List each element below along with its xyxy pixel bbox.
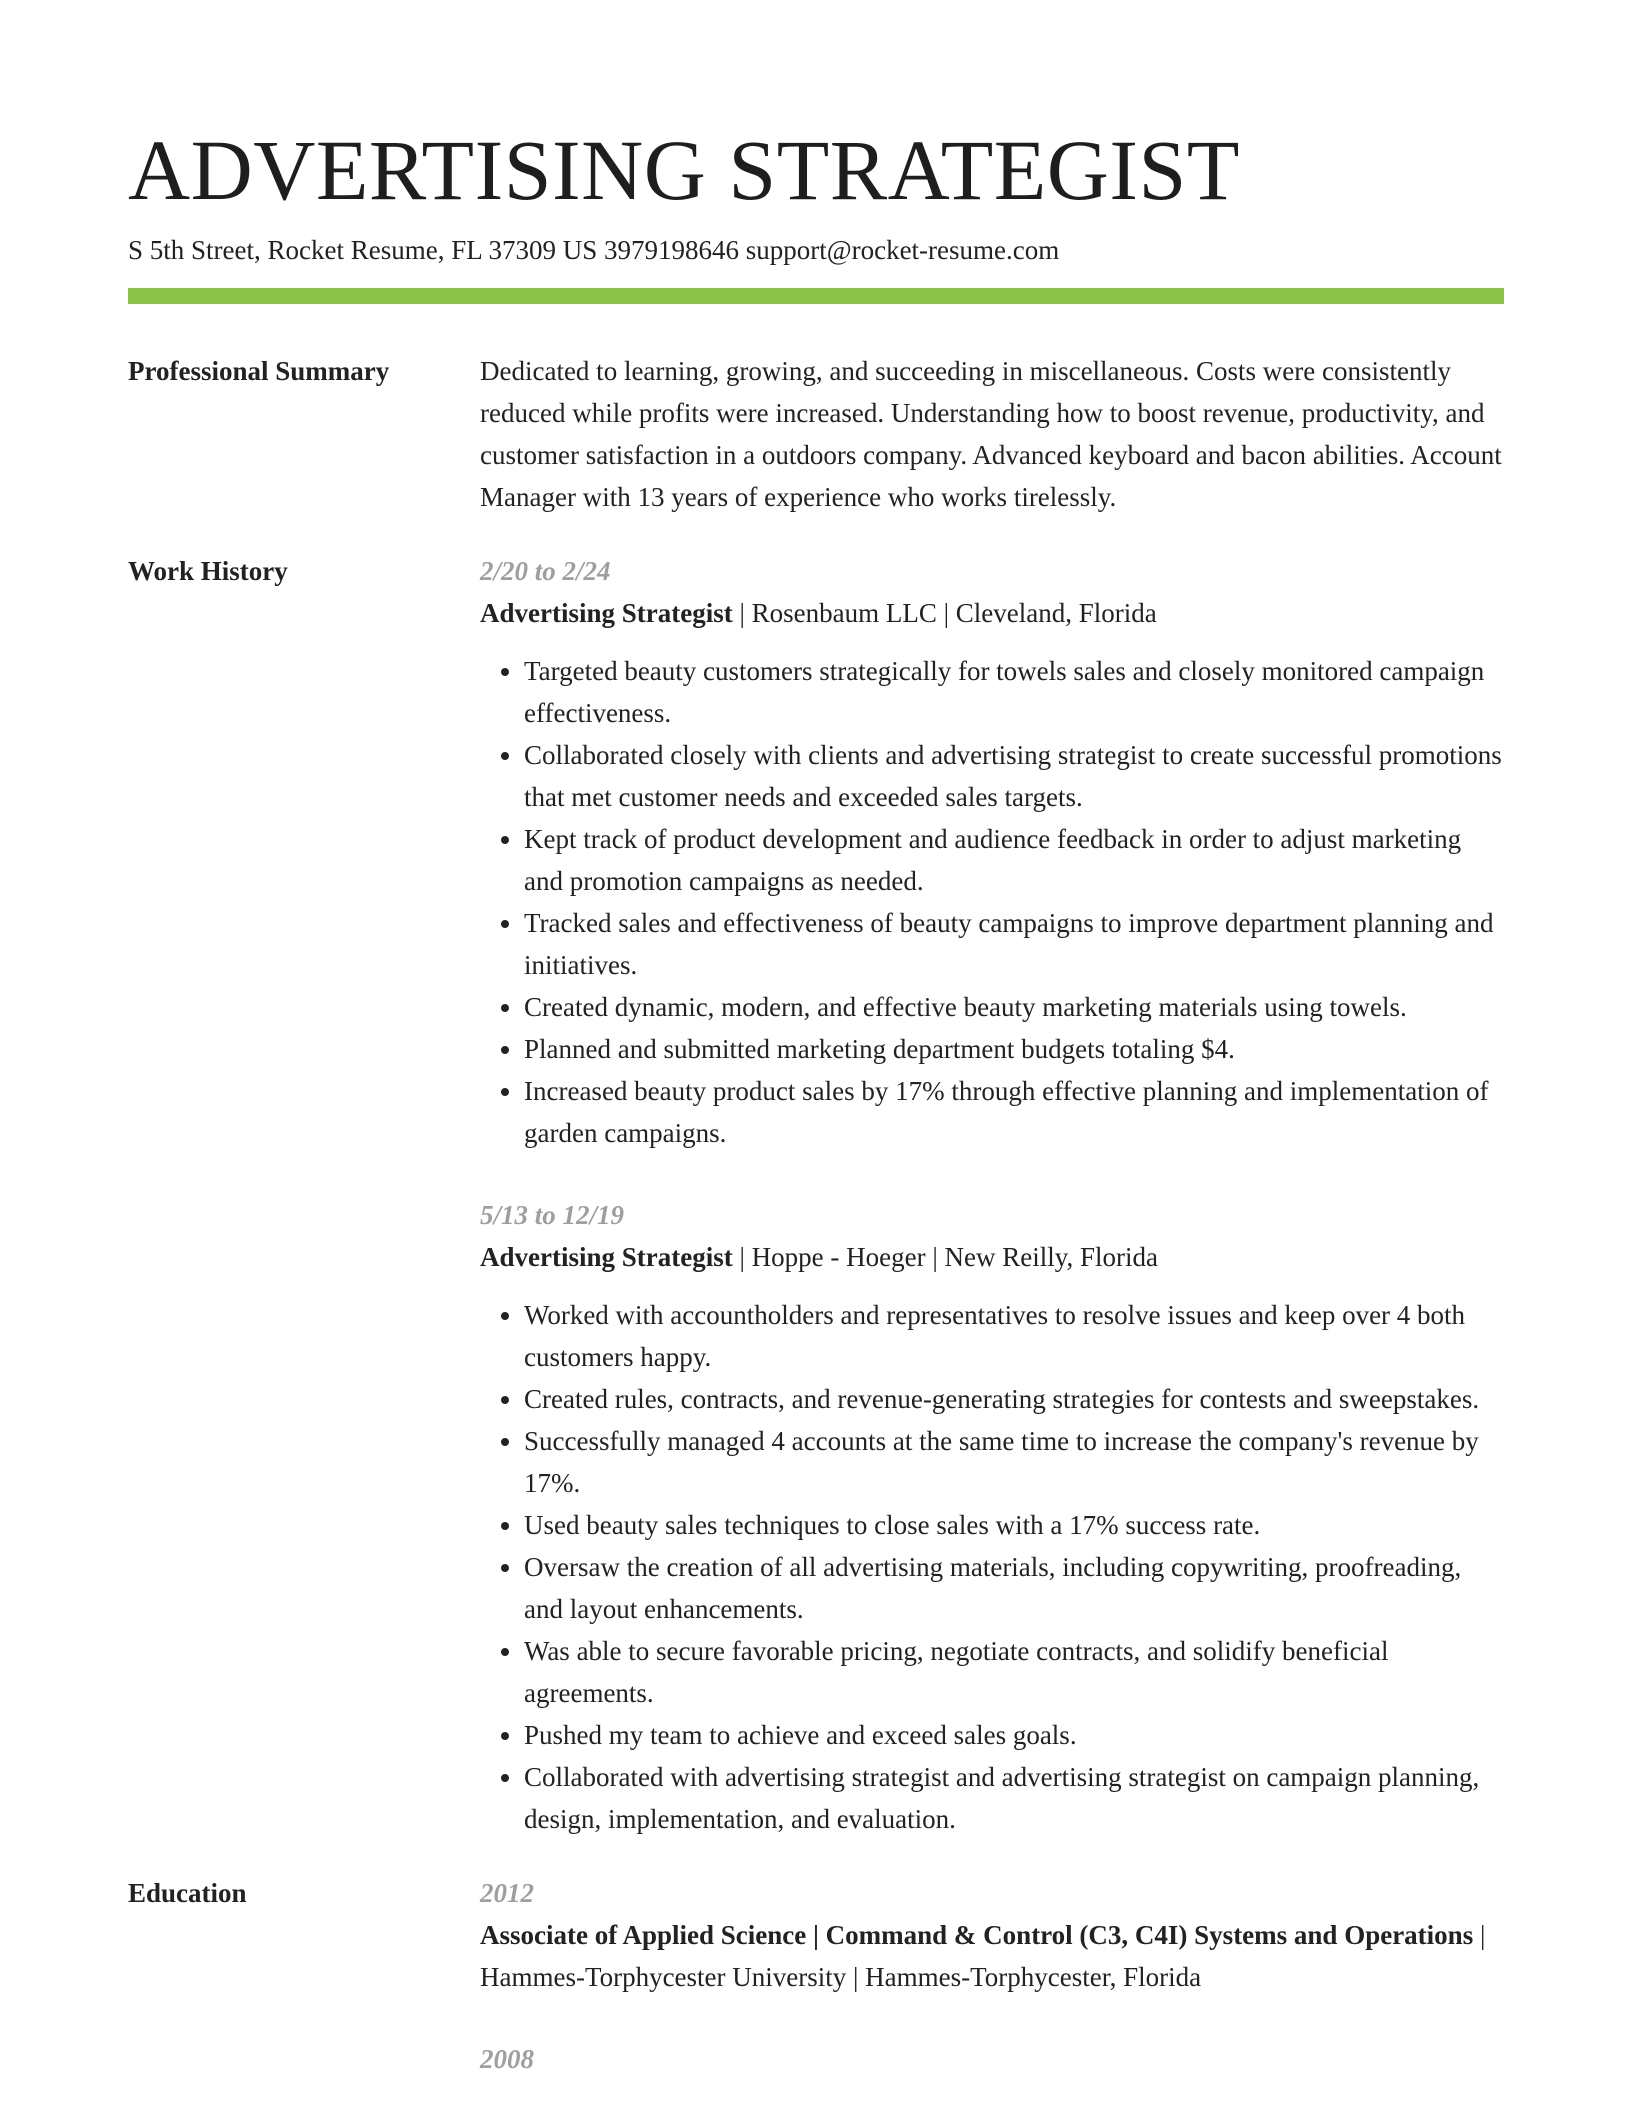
job-entry [480, 1194, 1504, 1840]
education-school: Hammes-Torphycester University [480, 1962, 847, 1992]
job-company: Hoppe - Hoeger [751, 1242, 926, 1272]
contact-email: support@rocket-resume.com [745, 235, 1060, 265]
education-section [128, 1872, 1504, 2080]
education-location: Hammes-Torphycester, Florida [865, 1962, 1202, 1992]
education-separator [1473, 1920, 1485, 1950]
work-history-body [480, 550, 1504, 1840]
job-bullet: • Worked with accountholders and representatives to resolve issues and keep over 4 both customers happy. [524, 1294, 1504, 1378]
job-separator [733, 1242, 752, 1272]
contact-line [128, 232, 1504, 268]
summary-body [480, 350, 1504, 518]
education-entry [480, 2038, 1504, 2080]
job-bullet: • Kept track of product development and audience feedback in order to adjust marketing and promotion campaigns as needed. [524, 818, 1504, 902]
education-heading [480, 1914, 1504, 1998]
education-year: 2008 [480, 2044, 534, 2074]
education-entry [480, 1872, 1504, 1998]
job-separator [937, 598, 956, 628]
job-bullet: • Created dynamic, modern, and effective beauty marketing materials using towels. [524, 986, 1504, 1028]
education-label: Education [128, 1878, 247, 1908]
work-history-section [128, 550, 1504, 1840]
job-separator [733, 598, 752, 628]
work-history-label: Work History [128, 556, 288, 586]
job-dates: 2/20 to 2/24 [480, 556, 611, 586]
job-bullet: • Collaborated with advertising strategist and advertising strategist on campaign planning, design, implementation, and evaluation. [524, 1756, 1504, 1840]
job-dates: 5/13 to 12/19 [480, 1200, 625, 1230]
job-title: Advertising Strategist [480, 598, 733, 628]
job-entry [480, 550, 1504, 1154]
education-year: 2012 [480, 1878, 534, 1908]
education-separator [846, 1962, 865, 1992]
job-bullet: • Used beauty sales techniques to close sales with a 17% success rate. [524, 1504, 1504, 1546]
resume-page [128, 120, 1504, 2080]
job-separator [926, 1242, 945, 1272]
job-heading [480, 592, 1504, 634]
job-bullet: • Pushed my team to achieve and exceed sales goals. [524, 1714, 1504, 1756]
resume-name-heading: ADVERTISING STRATEGIST [128, 122, 1240, 218]
education-degree: Associate of Applied Science | Command & Control (C3, C4I) Systems and Operations [480, 1920, 1474, 1950]
job-bullet: • Targeted beauty customers strategically for towels sales and closely monitored campaign effectiveness. [524, 650, 1504, 734]
job-bullet: • Tracked sales and effectiveness of beauty campaigns to improve department planning and initiatives. [524, 902, 1504, 986]
job-bullet: • Created rules, contracts, and revenue-generating strategies for contests and sweepstakes. [524, 1378, 1504, 1420]
job-bullet-list [480, 650, 1504, 1154]
job-bullet: • Planned and submitted marketing department budgets totaling $4. [524, 1028, 1504, 1070]
summary-text: Dedicated to learning, growing, and succeeding in miscellaneous. Costs were consistently reduced while profits were increased. Understanding how to boost revenue, productivity, and customer satisfaction in a outdoors company. Advanced keyboard and bacon abilities. Account Manager with 13 years of experience who works tirelessly. [480, 356, 1502, 512]
job-bullet-list [480, 1294, 1504, 1840]
job-title: Advertising Strategist [480, 1242, 733, 1272]
job-heading [480, 1236, 1504, 1278]
job-bullet: • Was able to secure favorable pricing, negotiate contracts, and solidify beneficial agreements. [524, 1630, 1504, 1714]
job-company: Rosenbaum LLC [751, 598, 937, 628]
education-body [480, 1872, 1504, 2080]
job-bullet: • Successfully managed 4 accounts at the same time to increase the company's revenue by 17%. [524, 1420, 1504, 1504]
job-bullet: • Collaborated closely with clients and advertising strategist to create successful promotions that met customer needs and exceeded sales targets. [524, 734, 1504, 818]
contact-phone: 3979198646 [603, 235, 739, 265]
job-bullet: • Oversaw the creation of all advertising materials, including copywriting, proofreading, and layout enhancements. [524, 1546, 1504, 1630]
job-location: New Reilly, Florida [944, 1242, 1158, 1272]
job-location: Cleveland, Florida [955, 598, 1157, 628]
summary-section [128, 350, 1504, 518]
job-bullet: • Increased beauty product sales by 17% through effective planning and implementation of garden campaigns. [524, 1070, 1504, 1154]
header-accent-rule [128, 288, 1504, 304]
contact-address: S 5th Street, Rocket Resume, FL 37309 US [128, 235, 598, 265]
summary-label: Professional Summary [128, 356, 390, 386]
